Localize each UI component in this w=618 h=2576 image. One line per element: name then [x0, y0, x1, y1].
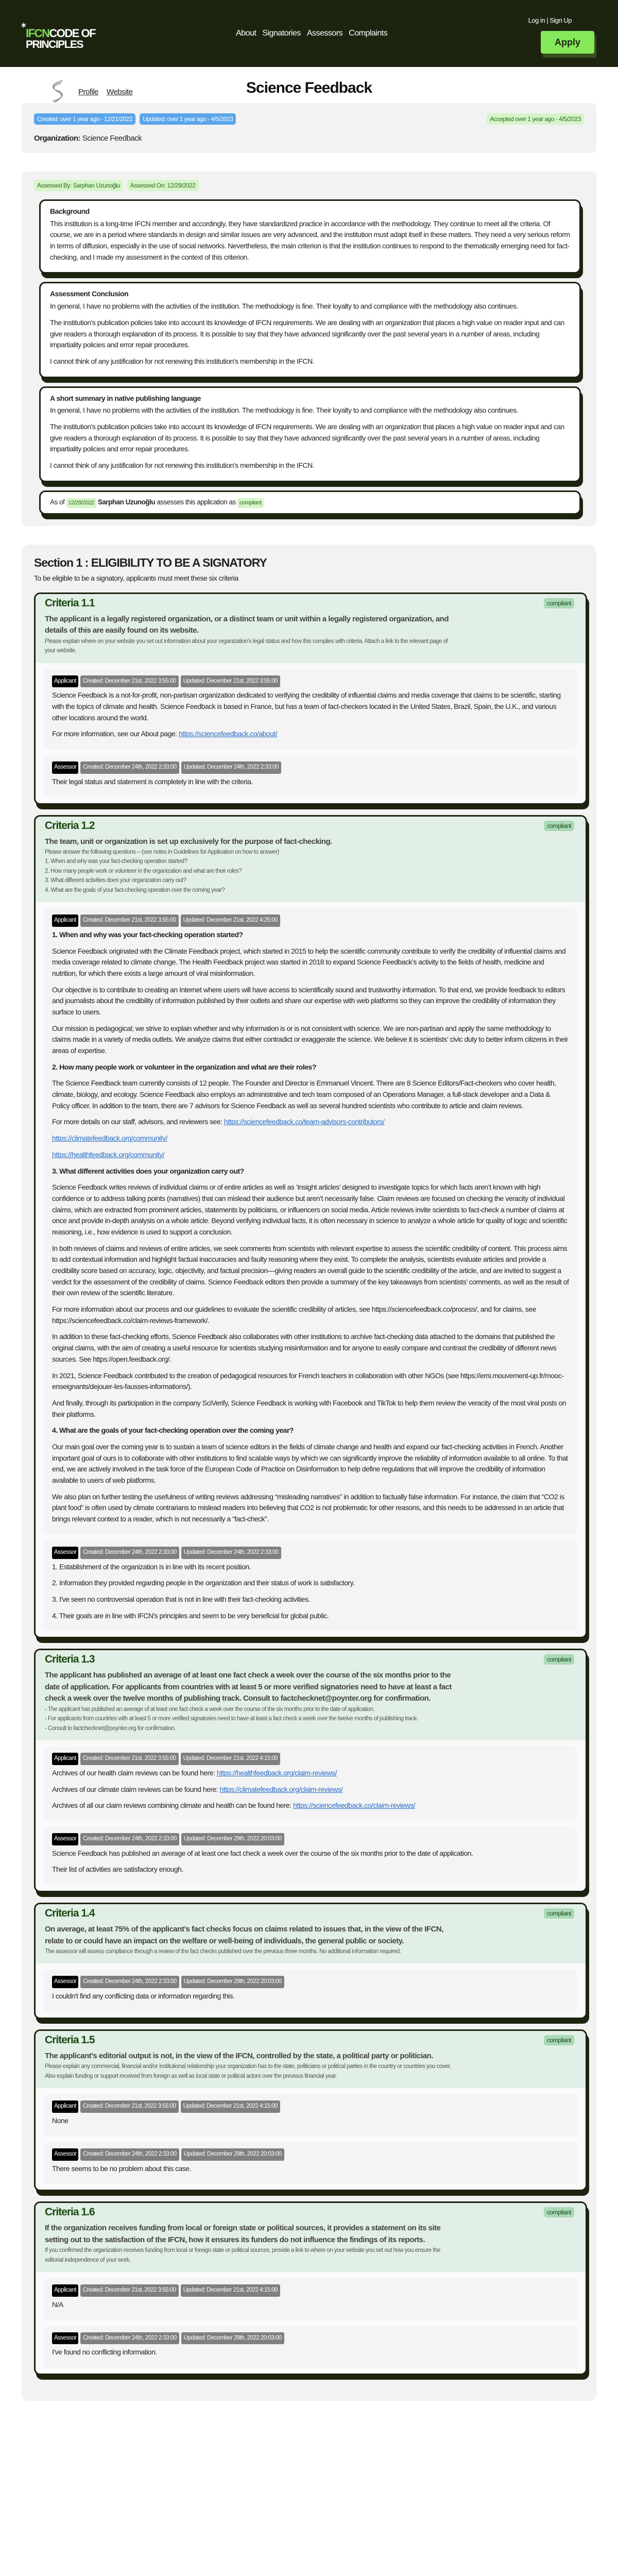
criteria-requirement: If the organization receives funding from local or foreign state or political sources, it provides a statement on its site setting out to the satisfaction of the IFCN, how it ensures its funders do not influence the findings of its reports. [45, 2224, 441, 2244]
compliance-status-badge: compliant [544, 1908, 574, 1919]
paragraph-text: Science Feedback has published an average of at least one fact check a week over the course of the six months prior to the date of application. [52, 1849, 473, 1857]
paragraph-text: In both reviews of claims and reviews of entire articles, we seek comments from scientists with relevant expertise to assess the scientific credibility of content. This process aims to add contextual information and highlight factual inaccuracies and faulty reasoning where they exist. To complete the analysis, scientists evaluate articles and provide a credibility score based on accuracy, logic, objectivity, and factual precision—giving readers an overall guide to the scientific credibility of the article, and are invited to suggest a verdict for the assessment of the credibility of claims. Science Feedback editors then provide a summary of the key takeaways from scientists’ comments, as well as the result of their own review of the scientific literature. [52, 1244, 569, 1297]
paragraph-text: Science Feedback writes reviews of individual claims or of entire articles as well as ‘Insight articles’ designed to investigate topics for which facts aren’t known with high confidence or to address talking points (narratives) that can mislead their audience but aren’t necessarily false. Claim reviews are focused on checking the veracity of individual claims, which are extracted from prominent articles, statements by politicians, or influencers on social media. Article reviews invite scientists to fact-check a number of claims at once and provide in-depth analysis on a whole article. Beyond verifying individual facts, it is often necessary in science to analyze a whole article for quality of logic and scientific reasoning, i.e., how evidence is used to support a conclusion. [52, 1183, 568, 1236]
conclusion-card [39, 282, 581, 378]
site-header [0, 0, 618, 67]
nav-assessors[interactable]: Assessors [306, 29, 343, 38]
assessor-response [44, 1827, 577, 1885]
criteria-requirement: The team, unit or organization is set up exclusively for the purpose of fact-checking. [45, 837, 332, 846]
logo-ifcn: IFCN [26, 27, 49, 40]
question-heading: 2. How many people work or volunteer in the organization and what are their roles? [52, 1062, 316, 1071]
criteria-responses [36, 1740, 586, 1891]
profile-link[interactable]: Profile [78, 88, 99, 96]
paragraph-text: Archives of our climate claim reviews can be found here: [52, 1785, 220, 1793]
created-date-badge: Created: December 24th, 2022 2:33:00 [80, 1976, 179, 1988]
question-heading: 4. What are the goals of your fact-checking operation over the coming year? [52, 1426, 294, 1435]
created-date-badge: Created: December 24th, 2022 2:33:00 [80, 2332, 179, 2345]
background-card [39, 199, 581, 274]
response-paragraph [52, 1023, 569, 1057]
response-paragraph [52, 2115, 569, 2127]
paragraph-text: For more information, see our About page: [52, 730, 179, 738]
criteria-title: Criteria 1.4 [45, 1907, 95, 1920]
criteria-card [34, 1649, 587, 1892]
paragraph-text: For more details on our staff, advisors, and reviewers see: [52, 1117, 224, 1126]
section-1 [22, 545, 596, 2401]
response-paragraph [52, 1149, 569, 1161]
criteria-header [36, 2203, 586, 2272]
paragraph-text: Archives of all our claim reviews combining climate and health can be found here: [52, 1801, 293, 1810]
criteria-card [34, 1903, 587, 2019]
response-paragraph [52, 1116, 569, 1128]
assessor-response [44, 1540, 577, 1631]
paragraph-text: For more information about our process and our guidelines to evaluate the scientific credibility of articles, see https://sciencefeedback.co/process/, and for claims, see https://sciencefeedback.co/claim-reviews-framework/. [52, 1305, 536, 1325]
summary-text: In general, I have no problems with the activities of the institution. The methodology is fine. Their loyalty to and compliance with the methodology also continues. [50, 406, 518, 415]
criteria-guidance: The assessor will assess compliance through a review of the fact checks published over the previous three months. No additional information required. [45, 1948, 401, 1955]
conclusion-text: In general, I have no problems with the activities of the institution. The methodology is fine. Their loyalty to and compliance with the methodology also continues. [50, 302, 518, 311]
logo-principles: PRINCIPLES [26, 39, 83, 50]
response-paragraph [52, 985, 569, 1018]
response-paragraph [52, 728, 569, 740]
nav-complaints[interactable]: Complaints [349, 29, 388, 38]
conclusion-text: The institution's publication policies take into account its knowledge of IFCN requirements. We are dealing with an organization that places a high value on reader input and can give readers a thorough explanation of its process. It is possible to say that they have advanced significantly over the past several years in a number of areas, including impartiality policies and error repair procedures. [50, 318, 564, 349]
auth-links [528, 16, 572, 24]
external-link[interactable]: https://climatefeedback.org/community/ [52, 1134, 167, 1143]
question-heading: 1. When and why was your fact-checking operation started? [52, 930, 243, 939]
criteria-responses [36, 2088, 586, 2190]
applicant-response [44, 2094, 577, 2136]
response-paragraph [52, 1611, 569, 1622]
criteria-guidance: 2. How many people work or volunteer in the organization and what are their roles? [45, 868, 242, 874]
response-meta [52, 1833, 569, 1845]
conclusion-text: I cannot think of any justification for not renewing this institution's membership in the IFCN. [50, 357, 315, 365]
response-meta [52, 761, 569, 774]
criteria-header [36, 1904, 586, 1963]
response-meta [52, 914, 569, 927]
role-badge: Applicant [52, 2100, 78, 2113]
role-badge: Applicant [52, 914, 78, 927]
applicant-response [44, 2278, 577, 2320]
response-meta [52, 2100, 569, 2113]
criteria-title: Criteria 1.5 [45, 2033, 95, 2046]
response-paragraph [52, 1304, 569, 1326]
compliance-status-badge: compliant [544, 598, 574, 608]
website-link[interactable]: Website [107, 88, 133, 96]
criteria-guidance: Please answer the following questions – (see notes in Guidelines for Application on how to answer) [45, 849, 279, 856]
updated-date-badge: Updated: December 29th, 2022 20:03:00 [181, 2148, 284, 2161]
response-meta [52, 2332, 569, 2345]
created-date-badge: Created: December 21st, 2022 3:55:00 [80, 2100, 179, 2113]
criteria-card [34, 592, 587, 805]
summary-card [39, 386, 581, 482]
paragraph-text: I've found no conflicting information. [52, 2348, 157, 2357]
compliance-status-badge: compliant [544, 1654, 574, 1665]
role-badge: Applicant [52, 1753, 78, 1765]
response-paragraph [52, 1991, 569, 2002]
summary-title: A short summary in native publishing language [50, 394, 201, 402]
response-paragraph [52, 1331, 569, 1365]
response-paragraph [52, 1078, 569, 1111]
applicant-response [44, 1747, 577, 1821]
criteria-guidance: - For applicants from countries with at least 5 or more verified signatories need to have at least a fact check a week over the twelve months of publishing track. [45, 1716, 418, 1722]
criteria-requirement: The applicant’s editorial output is not, in the view of the IFCN, controlled by the state, a political party or politician. [45, 2051, 433, 2060]
external-link[interactable]: https://sciencefeedback.co/about/ [178, 730, 278, 738]
paragraph-text: Their list of activities are satisfactory enough. [52, 1865, 183, 1874]
assessor-name: Sarphan Uzunoğlu [97, 498, 156, 506]
created-date-badge: Created: December 24th, 2022 2:33:00 [80, 1547, 179, 1559]
asof-prefix: As of [50, 498, 65, 506]
criteria-responses [36, 1963, 586, 2018]
created-date-badge: Created: December 21st, 2022 3:55:00 [80, 1753, 179, 1765]
compliance-status-badge: compliant [544, 821, 574, 831]
response-paragraph [52, 1800, 569, 1811]
criteria-requirement: The applicant has published an average of at least one fact check a week over the course of the six months prior to the date of application. For applicants from countries with at least 5 or more verified signatories need to have at least a fact check a week over the twelve months of publishing track. Consult to factchecknet@poynter.org for confirmation. [45, 1671, 452, 1703]
criteria-responses [36, 663, 586, 803]
asof-date-tag: 12/29/2022 [66, 498, 96, 508]
role-badge: Applicant [52, 2284, 78, 2297]
profile-title-row [0, 67, 618, 103]
external-link[interactable]: https://sciencefeedback.co/team-advisors-contributors/ [224, 1117, 385, 1126]
application-info [22, 103, 596, 153]
background-text: This institution is a long-time IFCN member and accordingly, they have standardized practice in accordance with the methodology. They continue to meet all the criteria. Of course, we are in a period where standards in design and similar issues are very advanced, and the institution must adapt itself in these matters. They need a very serious reform in terms of diffusion, especially in the use of social networks. Nevertheless, the main criterion is that the institution continues to respond to the thematically emerging need for fact-checking, and I made my assessment in the context of this criterion. [50, 219, 570, 261]
response-paragraph [52, 1243, 569, 1299]
paragraph-text: Science Feedback originated with the Climate Feedback project, which started in 2015 to help the scientific community contribute to verify the credibility of influential claims and media coverage related to climate change. The Health Feedback project was started in 2018 to expand Science Feedback’s activity to the fields of health, medicine and nutrition, for which there exists a large amount of viral misinformation. [52, 946, 566, 977]
response-meta [52, 1547, 569, 1559]
role-badge: Assessor [52, 2148, 78, 2161]
role-badge: Assessor [52, 1547, 78, 1559]
criteria-title: Criteria 1.2 [45, 819, 95, 832]
criteria-guidance: Please explain any commercial, financial and/or institutional relationship your organization has to the state, politicians or political parties in the country or countries you cover. Also explain funding or support received from foreign as well as local state or political actors over the previous financial year. [45, 2063, 451, 2079]
paragraph-text: Our main goal over the coming year is to sustain a team of science editors in the fields of climate change and health and expand our fact-checking activities in French. Another important goal of ours is to collaborate with other institutions to find scalable ways by which we can significantly improve the reliability of information available to all online. To that end, we are actively involved in the task force of the European Code of Practice on Disinformation to help define regulations that will improve the credibility of information available to users of web platforms. [52, 1442, 568, 1485]
paragraph-text: In 2021, Science Feedback contributed to the creation of pedagogical resources for French teachers in collaboration with other NGOs (see https://emi.mouvement-up.fr/mooc-enseignants/dejouer-les-fausses-informations/). [52, 1371, 564, 1391]
paragraph-text: None [52, 2116, 68, 2125]
page-title: Science Feedback [246, 79, 372, 96]
response-paragraph [52, 1768, 569, 1779]
paragraph-text: 2. Information they provided regarding people in the organization and their status of work is satisfactory. [52, 1579, 355, 1587]
paragraph-text: In addition to these fact-checking efforts, Science Feedback also collaborates with other institutions to archive fact-checking data attached to the domains that published the original claims, with the aim of creating a useful resource for scientists studying misinformation and for anyone to easily compare and contrast the credibility of different news sources. See https://open.feedback.org/. [52, 1332, 557, 1363]
section-title: Section 1 : ELIGIBILITY TO BE A SIGNATORY [34, 555, 267, 569]
summary-text: I cannot think of any justification for not renewing this institution's membership in the IFCN. [50, 461, 315, 469]
response-paragraph [52, 946, 569, 979]
response-paragraph [52, 2299, 569, 2311]
response-meta [52, 2284, 569, 2297]
updated-date-badge: Updated: December 29th, 2022 20:03:00 [181, 1833, 284, 1845]
applicant-response [44, 669, 577, 750]
created-badge: Created: over 1 year ago - 12/21/2022 [34, 113, 135, 125]
criteria-header [36, 817, 586, 902]
external-link[interactable]: https://sciencefeedback.co/claim-reviews/ [293, 1801, 415, 1810]
paragraph-text: I couldn't find any conflicting data or information regarding this. [52, 1992, 235, 2001]
updated-date-badge: Updated: December 29th, 2022 20:03:00 [181, 2332, 284, 2345]
response-paragraph [52, 2347, 569, 2358]
criteria-requirement: On average, at least 75% of the applicant’s fact checks focus on claims related to issues that, in the view of the IFCN, relate to or could have an impact on the welfare or well-being of individuals, the general public or society. [45, 1925, 443, 1945]
paragraph-text: Our mission is pedagogical; we strive to explain whether and why information is or is not consistent with science. We are non-partisan and apply the same methodology to claims made in a variety of media outlets. We analyze claims that either contradict or exaggerate the science. We believe it is scientists’ civic duty to better inform citizens in their areas of expertise. [52, 1024, 569, 1055]
response-paragraph [52, 1848, 569, 1859]
paragraph-text: 1. Establishment of the organization is in line with its recent position. [52, 1562, 251, 1571]
compliance-status-badge: compliant [544, 2207, 574, 2217]
criteria-header [36, 594, 586, 663]
criteria-card [34, 815, 587, 1639]
response-paragraph [52, 1133, 569, 1144]
response-paragraph [52, 1442, 569, 1486]
verdict-card [39, 490, 581, 515]
paragraph-text: We also plan on further testing the usefulness of writing reviews addressing “misleading narratives” in addition to factually false information. For instance, the claim that “CO2 is plant food” is often used by climate contrarians to mislead readers into believing that CO2 is not problematic for other reasons, and this needs to be addressed in an article that brings relevant context to a reader, which is not necessarily a “fact-check”. [52, 1492, 564, 1523]
paragraph-text: And finally, through its participation in the company SciVerify, Science Feedback is working with Facebook and TikTok to help them review the veracity of the most viral posts on their platforms. [52, 1398, 566, 1418]
accepted-badge: Accepted over 1 year ago - 4/5/2023 [487, 113, 584, 125]
criteria-header [36, 1650, 586, 1740]
response-paragraph [52, 1864, 569, 1875]
role-badge: Assessor [52, 1976, 78, 1988]
criteria-guidance: - Consult to factchecknet@poynter.org for confirmation. [45, 1725, 176, 1732]
updated-date-badge: Updated: December 21st, 2022 4:15:00 [181, 2100, 280, 2113]
response-paragraph [52, 1398, 569, 1420]
criteria-responses [36, 2272, 586, 2374]
response-meta [52, 1976, 569, 1988]
response-paragraph [52, 1578, 569, 1589]
created-date-badge: Created: December 24th, 2022 2:33:00 [80, 761, 179, 774]
section-subtitle: To be eligible to be a signatory, applicants must meet these six criteria [34, 573, 238, 582]
response-paragraph [52, 1492, 569, 1525]
logo-code-of: CODE OF [49, 27, 96, 40]
response-meta [52, 1753, 569, 1765]
updated-date-badge: Updated: December 21st, 2022 4:15:00 [181, 2284, 280, 2297]
created-date-badge: Created: December 21st, 2022 3:55:00 [80, 675, 179, 688]
background-title: Background [50, 207, 90, 215]
criteria-requirement: The applicant is a legally registered organization, or a distinct team or unit within a legally registered organization, and details of this are easily found on its website. [45, 614, 449, 635]
updated-date-badge: Updated: December 29th, 2022 20:03:00 [181, 1976, 284, 1988]
compliance-status-badge: compliant [544, 2035, 574, 2045]
response-paragraph [52, 1784, 569, 1795]
response-paragraph [52, 1562, 569, 1573]
organization-line [34, 134, 584, 143]
updated-date-badge: Updated: December 21st, 2022 4:25:00 [181, 914, 280, 927]
created-date-badge: Created: December 24th, 2022 2:33:00 [80, 1833, 179, 1845]
question-heading: 3. What different activities does your organization carry out? [52, 1166, 244, 1175]
assessor-response [44, 2142, 577, 2184]
response-paragraph [52, 690, 569, 723]
response-paragraph [52, 1594, 569, 1605]
verdict-status-tag: compliant [237, 498, 264, 508]
applicant-response [44, 908, 577, 1534]
login-link[interactable]: Log in [528, 16, 545, 24]
paragraph-text: 4. Their goals are in line with IFCN's principles and seem to be very beneficial for global public. [52, 1611, 329, 1620]
paragraph-text: N/A [52, 2300, 63, 2309]
criteria-title: Criteria 1.6 [45, 2206, 95, 2218]
nav-about[interactable]: About [236, 29, 256, 38]
criteria-guidance: 1. When and why was your fact-checking operation started? [45, 858, 187, 865]
paragraph-text: The Science Feedback team currently consists of 12 people. The Founder and Director is Emmanuel Vincent. There are 8 Science Editors/Fact-checkers who cover health, climate, biology, and ecology. Science Feedback also employs an administrative and tech team composed of an Operations Manager, a full-stack developer and a Data & Policy officer. In addition to the team, there are 7 advisors for Science Feedback as well as several hundred scientists who contribute to article and claim reviews. [52, 1079, 556, 1110]
criteria-title: Criteria 1.1 [45, 597, 95, 609]
created-date-badge: Created: December 21st, 2022 3:55:00 [80, 2284, 179, 2297]
assessor-response [44, 755, 577, 797]
role-badge: Assessor [52, 1833, 78, 1845]
response-paragraph [52, 1370, 569, 1393]
assessor-response [44, 1970, 577, 2011]
criteria-card [34, 2201, 587, 2375]
paragraph-text: 3. I've seen no controversial operation that is not in line with their fact-checking activities. [52, 1595, 310, 1603]
response-meta [52, 2148, 569, 2161]
external-link[interactable]: https://healthfeedback.org/community/ [52, 1150, 165, 1159]
summary-text: The institution's publication policies take into account its knowledge of IFCN requirements. We are dealing with an organization that places a high value on reader input and can give readers a thorough explanation of its process. It is possible to say that they have advanced significantly over the past several years in a number of areas, including impartiality policies and error repair procedures. [50, 422, 564, 453]
criteria-guidance: - The applicant has published an average of at least one fact check a week over the course of the six months prior to the date of application. [45, 1706, 375, 1713]
criteria-guidance: 4. What are the goals of your fact-checking operation over the coming year? [45, 887, 225, 893]
response-meta [52, 675, 569, 688]
updated-badge: Updated: over 1 year ago - 4/5/2023 [140, 113, 236, 125]
assessed-by-badge: Assessed By: Sarphan Uzunoğlu [34, 180, 123, 191]
role-badge: Assessor [52, 2332, 78, 2345]
updated-date-badge: Updated: December 21st, 2022 4:15:00 [181, 1753, 280, 1765]
criteria-guidance: Please explain where on your website you set out information about your organization’s legal status and how this complies with criteria. Attach a link to the relevant page of your website. [45, 638, 448, 654]
assessor-response [44, 2326, 577, 2368]
updated-date-badge: Updated: December 21st, 2022 3:55:00 [181, 675, 280, 688]
criteria-list [34, 592, 587, 2375]
ifcn-logo[interactable] [21, 22, 103, 50]
assessed-on-badge: Assessed On: 12/29/2022 [127, 180, 199, 191]
asof-middle: assesses this application as [157, 498, 236, 506]
response-paragraph [52, 776, 569, 788]
created-date-badge: Created: December 24th, 2022 2:33:00 [80, 2148, 179, 2161]
role-badge: Assessor [52, 761, 78, 774]
paragraph-text: Our objective is to contribute to creating an Internet where users will have access to scientifically sound and trustworthy information. To that end, we provide feedback to editors and journalists about the credibility of information published by their outlets and share our expertise with web platforms so they can improve the credibility of information they surface to users. [52, 985, 565, 1016]
role-badge: Applicant [52, 675, 78, 688]
apply-button[interactable]: Apply [541, 31, 594, 54]
criteria-responses [36, 902, 586, 1637]
created-date-badge: Created: December 21st, 2022 3:55:00 [80, 914, 179, 927]
signup-link[interactable]: Sign Up [550, 16, 572, 24]
paragraph-text: There seems to be no problem about this case. [52, 2164, 192, 2173]
response-paragraph [52, 1182, 569, 1238]
paragraph-text: Archives of our health claim reviews can be found here: [52, 1768, 217, 1777]
assessment-box [22, 172, 596, 526]
auth-separator: | [546, 16, 548, 24]
criteria-guidance: If you confirmed the organization receives funding from local or foreign state or political sources, provide a link to where on your website you set out how you ensure the editorial independence of your work. [45, 2247, 440, 2263]
response-paragraph [52, 2163, 569, 2175]
updated-date-badge: Updated: December 24th, 2022 2:33:00 [181, 1547, 281, 1559]
criteria-title: Criteria 1.3 [45, 1653, 95, 1666]
paragraph-text: Science Feedback is a not-for-profit, non-partisan organization dedicated to verifying the credibility of influential claims and media coverage that claims to be scientific, starting with the topics of climate and health. Science Feedback is based in France, but has a team of fact-checkers located in the United States, Brazil, Spain, the U.K., and various other locations around the world. [52, 691, 561, 722]
nav-signatories[interactable]: Signatories [262, 29, 301, 38]
organization-label: Organization: [34, 134, 81, 143]
main-nav [236, 29, 387, 38]
criteria-header [36, 2031, 586, 2088]
updated-date-badge: Updated: December 24th, 2022 2:33:00 [181, 761, 281, 774]
conclusion-title: Assessment Conclusion [50, 290, 129, 298]
criteria-guidance: 3. What different activities does your organization carry out? [45, 877, 186, 884]
organization-value: Science Feedback [82, 134, 142, 143]
external-link[interactable]: https://healthfeedback.org/claim-reviews/ [216, 1768, 337, 1777]
external-link[interactable]: https://climatefeedback.org/claim-reviews/ [219, 1785, 343, 1793]
criteria-card [34, 2029, 587, 2191]
star-icon: ✶ [21, 21, 27, 29]
paragraph-text: Their legal status and statement is completely in line with the criteria. [52, 777, 253, 786]
